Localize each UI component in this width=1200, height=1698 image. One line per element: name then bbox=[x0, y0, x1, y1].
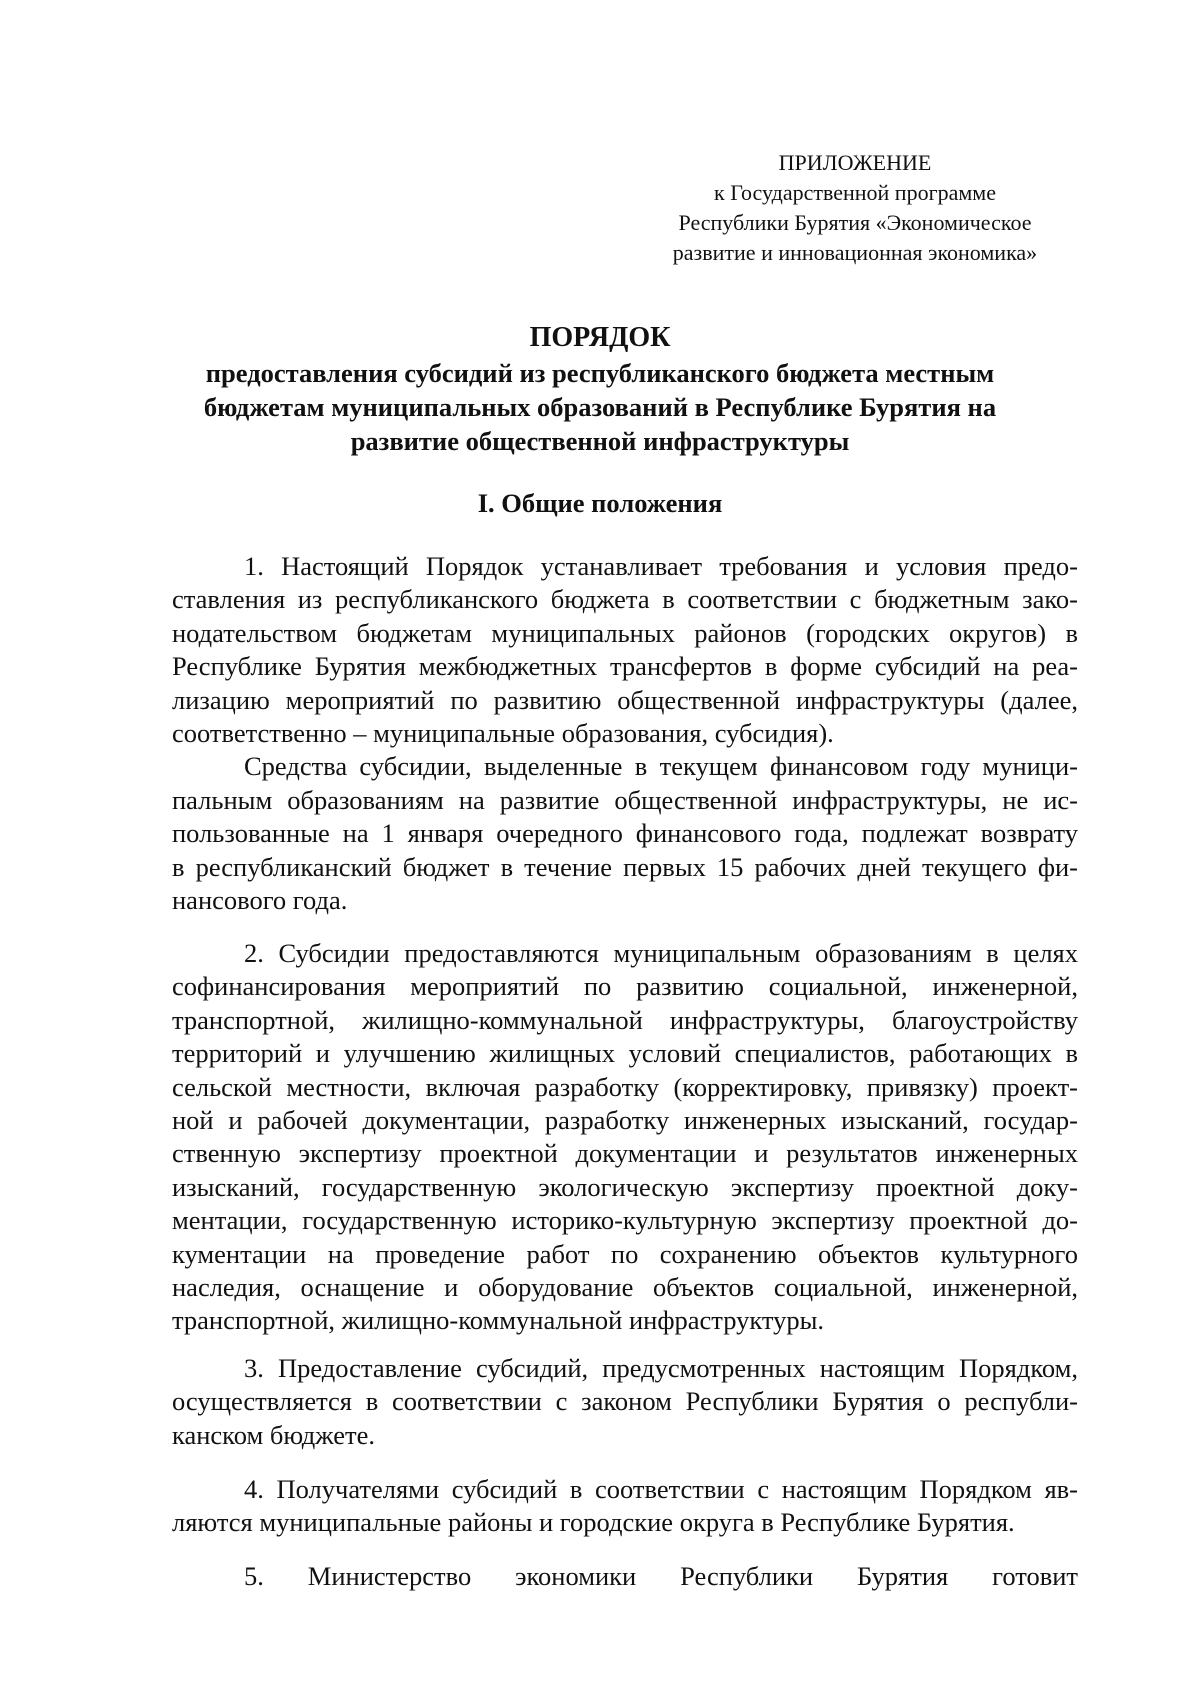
appendix-line: Республики Бурятия «Экономическое bbox=[678, 210, 1032, 235]
text-line: нансового года. bbox=[172, 884, 348, 915]
text-line: ственную экспертизу проектной документации и результатов инженерных bbox=[172, 1138, 1078, 1169]
text-line: лизацию мероприятий по развитию общественной инфраструктуры (далее, bbox=[172, 684, 1078, 715]
text-line: наследия, оснащение и оборудование объектов социальной, инженерной, bbox=[172, 1271, 1078, 1302]
paragraph-3 bbox=[172, 1352, 1078, 1452]
text-line: осуществляется в соответствии с законом Республики Бурятия о республи- bbox=[172, 1386, 1078, 1417]
text-line: территорий и улучшению жилищных условий специалистов, работающих в bbox=[172, 1038, 1078, 1069]
title-subtitle-line: бюджетам муниципальных образований в Республике Бурятия на bbox=[203, 392, 997, 422]
text-line: транспортной, жилищно-коммунальной инфраструктуры, благоустройству bbox=[172, 1004, 1078, 1035]
text-line: 1. Настоящий Порядок устанавливает требования и условия предо- bbox=[244, 551, 1078, 581]
text-line: изысканий, государственную экологическую экспертизу проектной доку- bbox=[172, 1171, 1078, 1202]
text-line: софинансирования мероприятий по развитию социальной, инженерной, bbox=[172, 971, 1078, 1002]
text-line: ментации, государственную историко-культурную экспертизу проектной до- bbox=[172, 1205, 1078, 1236]
appendix-line: ПРИЛОЖЕНИЕ bbox=[778, 150, 932, 175]
appendix-header bbox=[640, 148, 1070, 268]
text-line: ной и рабочей документации, разработку инженерных изысканий, государ- bbox=[172, 1104, 1078, 1135]
title-main: ПОРЯДОК bbox=[529, 322, 671, 353]
appendix-line: к Государственной программе bbox=[714, 180, 996, 205]
section-heading: I. Общие положения bbox=[477, 488, 723, 518]
paragraph-1 bbox=[172, 550, 1078, 917]
text-line: пальным образованиям на развитие общественной инфраструктуры, не ис- bbox=[172, 784, 1078, 815]
appendix-line: развитие и инновационная экономика» bbox=[672, 240, 1038, 265]
text-line: 4. Получателями субсидий в соответствии с настоящим Порядком яв- bbox=[244, 1474, 1078, 1504]
text-line: сельской местности, включая разработку (корректировку, привязку) проект- bbox=[172, 1071, 1078, 1102]
text-line: ставления из республиканского бюджета в соответствии с бюджетным зако- bbox=[172, 584, 1078, 615]
paragraph-2 bbox=[172, 937, 1078, 1338]
text-line: 3. Предоставление субсидий, предусмотренных настоящим Порядком, bbox=[244, 1353, 1078, 1383]
text-line: в республиканский бюджет в течение первых 15 рабочих дней текущего фи- bbox=[172, 851, 1078, 882]
text-line: 2. Субсидии предоставляются муниципальным образованиям в целях bbox=[244, 938, 1078, 968]
text-line: нодательством бюджетам муниципальных районов (городских округов) в bbox=[172, 617, 1078, 648]
text-line: ляются муниципальные районы и городские округа в Республике Бурятия. bbox=[172, 1507, 1015, 1538]
text-line: 5. Министерство экономики Республики Бурятия готовит bbox=[244, 1561, 1078, 1591]
document-title bbox=[170, 320, 1030, 458]
text-line: Средства субсидии, выделенные в текущем финансовом году муници- bbox=[244, 751, 1078, 782]
title-subtitle-line: развитие общественной инфраструктуры bbox=[350, 426, 850, 456]
paragraph-4 bbox=[172, 1473, 1078, 1540]
paragraph-5 bbox=[172, 1560, 1078, 1593]
text-line: кументации на проведение работ по сохранению объектов культурного bbox=[172, 1238, 1078, 1269]
title-subtitle-line: предоставления субсидий из республиканского бюджета местным bbox=[205, 358, 995, 388]
text-line: Республике Бурятия межбюджетных трансфертов в форме субсидий на реа- bbox=[172, 651, 1078, 682]
text-line: соответственно – муниципальные образования, субсидия). bbox=[172, 717, 834, 748]
text-line: транспортной, жилищно-коммунальной инфраструктуры. bbox=[172, 1305, 825, 1336]
text-line: канском бюджете. bbox=[172, 1419, 375, 1450]
text-line: пользованные на 1 января очередного финансового года, подлежат возврату bbox=[172, 818, 1078, 849]
